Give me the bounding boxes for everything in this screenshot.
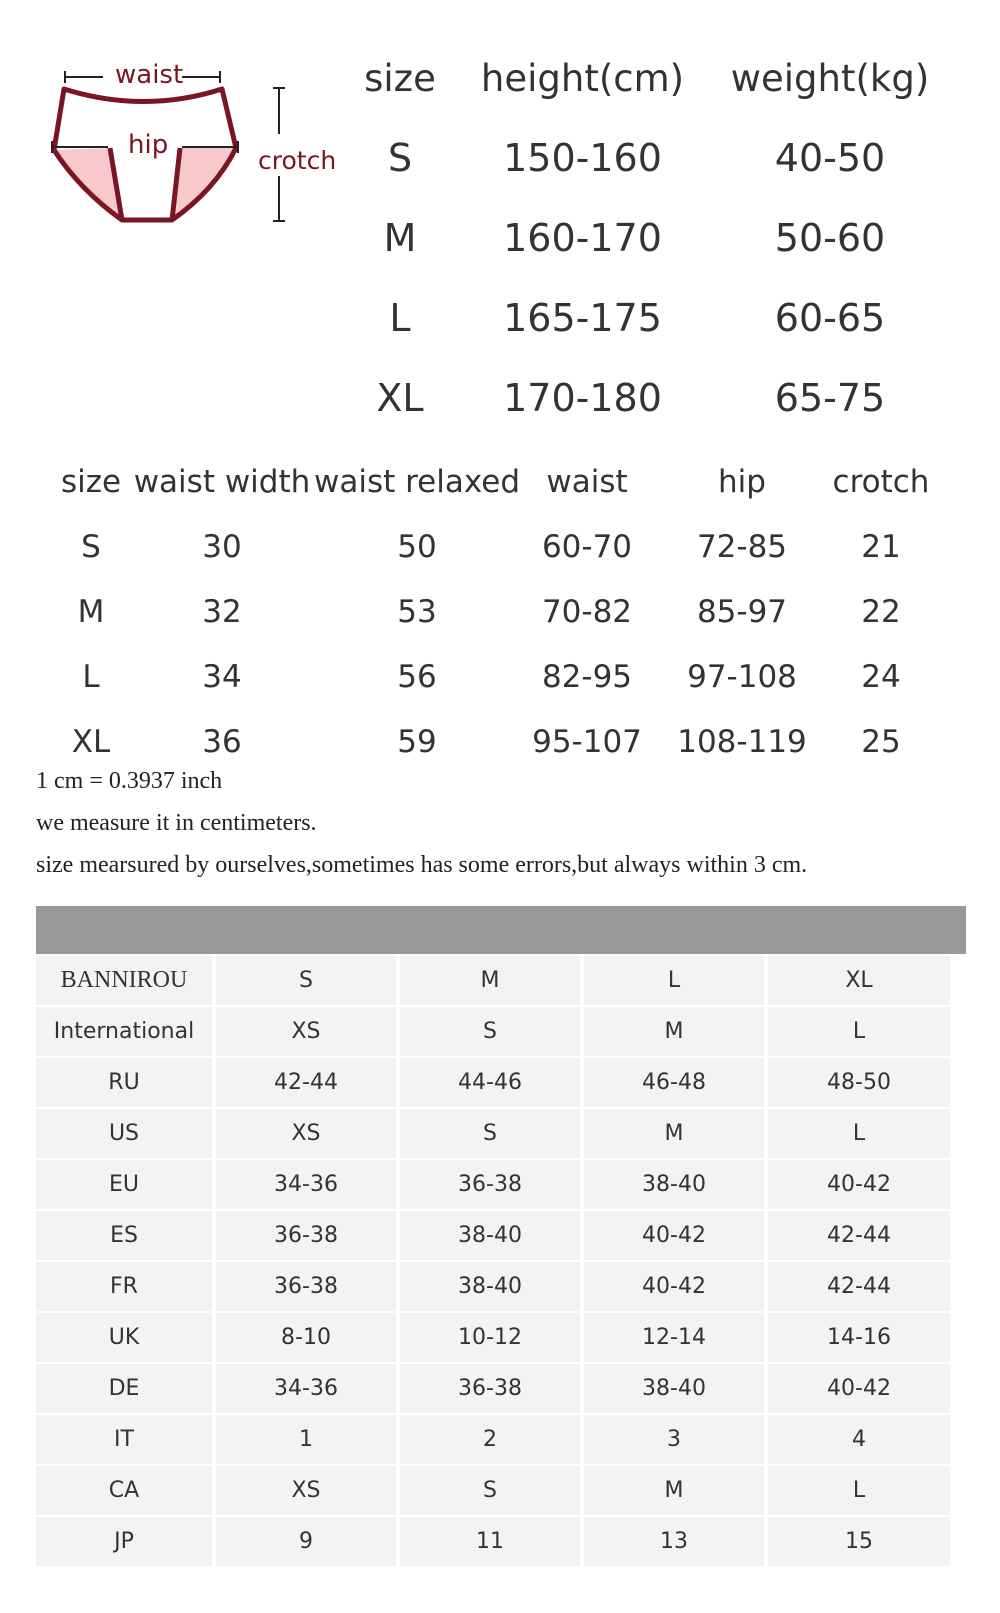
table-cell: 97-108 <box>687 659 797 695</box>
table-row <box>345 198 950 278</box>
column-header: weight(kg) <box>730 56 930 100</box>
table-header-bar <box>36 906 966 954</box>
table-cell: 160-170 <box>503 216 662 260</box>
waist-label: waist <box>115 60 184 90</box>
table-cell: L <box>584 956 764 1005</box>
table-cell: M <box>77 594 105 630</box>
table-header-row <box>345 38 950 118</box>
table-cell: 70-82 <box>541 594 633 630</box>
table-cell: 15 <box>768 1517 950 1566</box>
table-cell: 60-65 <box>774 296 886 340</box>
table-cell: 1 <box>216 1415 396 1464</box>
table-cell: S <box>81 529 101 565</box>
table-cell: 59 <box>397 724 437 760</box>
column-header: waist <box>546 464 628 500</box>
table-cell: CA <box>36 1466 212 1515</box>
table-row <box>345 278 950 358</box>
table-cell: 36-38 <box>400 1364 580 1413</box>
column-header: hip <box>718 464 766 500</box>
table-cell: S <box>387 136 413 180</box>
table-cell: 46-48 <box>584 1058 764 1107</box>
table-cell: 56 <box>397 659 437 695</box>
size-conversion-table <box>36 906 966 1566</box>
table-cell: 40-42 <box>584 1262 764 1311</box>
table-cell: 50-60 <box>774 216 886 260</box>
table-cell: S <box>400 1109 580 1158</box>
table-cell: FR <box>36 1262 212 1311</box>
table-cell: XS <box>216 1466 396 1515</box>
table-cell: 21 <box>861 529 901 565</box>
table-cell: DE <box>36 1364 212 1413</box>
table-cell: UK <box>36 1313 212 1362</box>
table-cell: 36-38 <box>400 1160 580 1209</box>
table-cell: XL <box>71 724 111 760</box>
table-cell: 13 <box>584 1517 764 1566</box>
column-header: size <box>60 464 122 500</box>
table-cell: XL <box>376 376 424 420</box>
table-cell: 44-46 <box>400 1058 580 1107</box>
table-cell: 10-12 <box>400 1313 580 1362</box>
table-cell: 36 <box>202 724 242 760</box>
underwear-outline-icon <box>40 40 340 240</box>
table-cell: 30 <box>202 529 242 565</box>
unit-conversion-note: 1 cm = 0.3937 inch <box>36 768 223 794</box>
table-cell: M <box>584 1466 764 1515</box>
measurements-table <box>50 450 930 775</box>
table-cell: 165-175 <box>503 296 662 340</box>
table-cell: 36-38 <box>216 1262 396 1311</box>
table-row <box>36 1209 966 1260</box>
table-cell: IT <box>36 1415 212 1464</box>
table-cell: 38-40 <box>400 1262 580 1311</box>
table-cell: US <box>36 1109 212 1158</box>
column-header: waist width <box>133 464 311 500</box>
table-cell: 82-95 <box>541 659 633 695</box>
table-cell: 32 <box>202 594 242 630</box>
table-cell: L <box>768 1109 950 1158</box>
table-cell: 85-97 <box>696 594 788 630</box>
table-row <box>36 1362 966 1413</box>
table-row <box>36 1413 966 1464</box>
table-row <box>345 118 950 198</box>
table-row <box>50 580 930 645</box>
table-cell: 9 <box>216 1517 396 1566</box>
table-cell: M <box>584 1109 764 1158</box>
hip-label: hip <box>128 130 169 160</box>
table-cell: S <box>400 1466 580 1515</box>
table-row <box>36 1464 966 1515</box>
table-row <box>50 645 930 710</box>
measurement-notes <box>36 760 976 886</box>
table-cell: 95-107 <box>532 724 642 760</box>
height-weight-table <box>345 38 950 438</box>
table-cell: 53 <box>397 594 437 630</box>
table-cell: 48-50 <box>768 1058 950 1107</box>
table-cell: 65-75 <box>774 376 886 420</box>
table-cell: 34 <box>202 659 242 695</box>
table-cell: 42-44 <box>768 1211 950 1260</box>
table-cell: 25 <box>861 724 901 760</box>
crotch-label: crotch <box>258 146 337 175</box>
table-cell: 108-119 <box>677 724 807 760</box>
table-cell: 40-42 <box>768 1364 950 1413</box>
error-tolerance-note: size mearsured by ourselves,sometimes has some errors,but always within 3 cm. <box>36 852 808 878</box>
column-header: waist relaxed <box>313 464 520 500</box>
table-cell: L <box>82 659 100 695</box>
table-cell: EU <box>36 1160 212 1209</box>
table-cell: S <box>400 1007 580 1056</box>
table-cell: L <box>768 1466 950 1515</box>
table-cell: 2 <box>400 1415 580 1464</box>
column-header: crotch <box>832 464 930 500</box>
table-cell: 8-10 <box>216 1313 396 1362</box>
table-row <box>36 1311 966 1362</box>
table-cell: M <box>400 956 580 1005</box>
table-cell: 40-42 <box>768 1160 950 1209</box>
table-row <box>36 1005 966 1056</box>
table-row <box>36 1056 966 1107</box>
table-cell: 42-44 <box>216 1058 396 1107</box>
table-cell: S <box>216 956 396 1005</box>
table-cell: 34-36 <box>216 1160 396 1209</box>
table-cell: 42-44 <box>768 1262 950 1311</box>
table-cell: JP <box>36 1517 212 1566</box>
table-cell: 50 <box>397 529 437 565</box>
table-cell: 34-36 <box>216 1364 396 1413</box>
table-header-row <box>50 450 930 515</box>
table-cell: 3 <box>584 1415 764 1464</box>
table-cell: 38-40 <box>584 1160 764 1209</box>
table-cell: BANNIROU <box>36 956 212 1005</box>
table-cell: M <box>584 1007 764 1056</box>
table-cell: 36-38 <box>216 1211 396 1260</box>
table-cell: XL <box>768 956 950 1005</box>
table-cell: 170-180 <box>503 376 662 420</box>
table-row <box>36 1158 966 1209</box>
table-cell: 11 <box>400 1517 580 1566</box>
table-cell: 22 <box>861 594 901 630</box>
measurement-unit-note: we measure it in centimeters. <box>36 810 317 836</box>
table-cell: 40-42 <box>584 1211 764 1260</box>
table-cell: XS <box>216 1007 396 1056</box>
table-cell: L <box>389 296 411 340</box>
table-cell: M <box>383 216 417 260</box>
table-cell: 72-85 <box>696 529 788 565</box>
column-header: height(cm) <box>480 56 685 100</box>
table-cell: 38-40 <box>584 1364 764 1413</box>
table-row <box>50 515 930 580</box>
table-row <box>36 1107 966 1158</box>
table-cell: 150-160 <box>503 136 662 180</box>
measurement-diagram <box>40 40 340 240</box>
table-cell: 24 <box>861 659 901 695</box>
table-cell: 38-40 <box>400 1211 580 1260</box>
table-cell: ES <box>36 1211 212 1260</box>
table-cell: International <box>36 1007 212 1056</box>
table-row <box>36 1515 966 1566</box>
table-cell: L <box>768 1007 950 1056</box>
table-row <box>36 1260 966 1311</box>
table-cell: 40-50 <box>774 136 886 180</box>
table-cell: RU <box>36 1058 212 1107</box>
table-cell: XS <box>216 1109 396 1158</box>
table-row <box>345 358 950 438</box>
table-cell: 4 <box>768 1415 950 1464</box>
table-cell: 14-16 <box>768 1313 950 1362</box>
table-row <box>36 954 966 1005</box>
table-cell: 12-14 <box>584 1313 764 1362</box>
table-cell: 60-70 <box>541 529 633 565</box>
column-header: size <box>364 56 436 100</box>
